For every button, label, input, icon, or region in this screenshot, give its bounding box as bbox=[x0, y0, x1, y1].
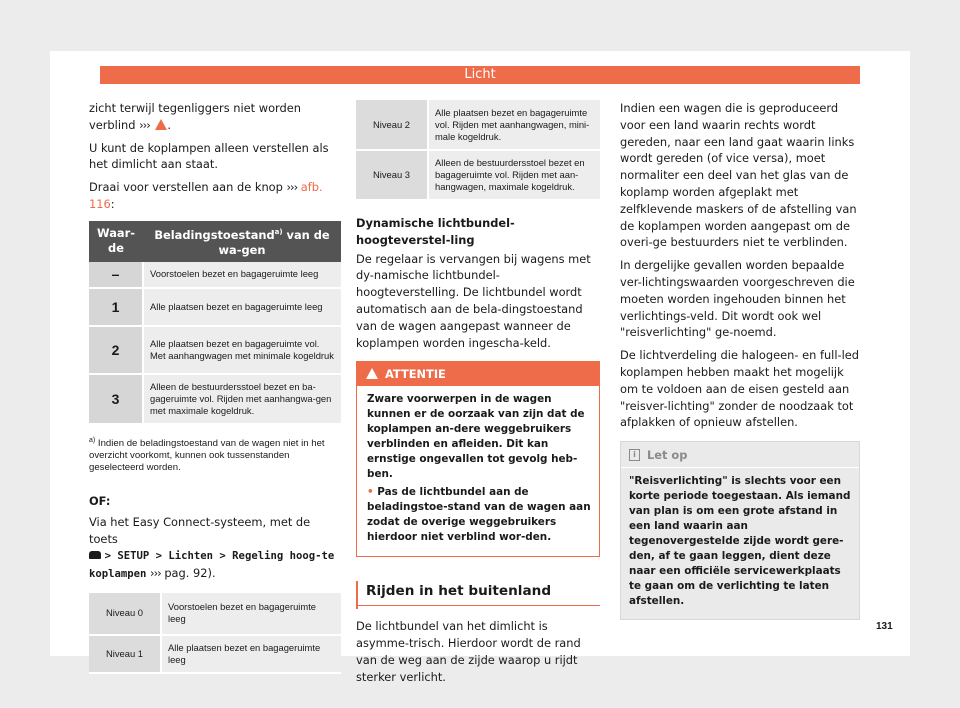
column-3 bbox=[620, 100, 860, 620]
attention-header: ATTENTIE bbox=[357, 362, 599, 386]
level-table bbox=[89, 593, 341, 674]
table-row: Niveau 0 Voorstoelen bezet en bagageruimte leeg bbox=[89, 593, 341, 635]
paragraph: Draai voor verstellen aan de knop ››› afb. 116: bbox=[89, 180, 323, 211]
chapter-header: Licht bbox=[100, 66, 860, 84]
info-icon: i bbox=[629, 449, 640, 461]
level-table bbox=[356, 100, 600, 201]
or-heading: OF: bbox=[89, 493, 111, 508]
table-row: 3 Alleen de bestuurdersstoel bezet en ba-gageruimte vol. Rijden met aanhangwa-gen met maximale kogeldruk. bbox=[89, 374, 341, 424]
car-icon bbox=[89, 551, 101, 559]
paragraph: Indien een wagen die is geproduceerd voor een land waarin rechts wordt gereden, naar een land gaat waarin links wordt gereden (of vice versa), moet normaliter een deel van het glas van de koplamp worden afgeplakt met zelfklevende maskers of de afstelling van de koplampen worden aangepast om de overi-ge bestuurders niet te verblinden. bbox=[620, 101, 857, 250]
footnote: $^{a)}$ Indien de beladingstoestand van de wagen niet in het overzicht voorkomt, kunnen ook tussenstanden geselecteerd worden. bbox=[89, 436, 325, 473]
attention-box bbox=[356, 361, 600, 557]
table-row: Niveau 2 Alle plaatsen bezet en bagageruimte vol. Rijden met aanhangwagen, mini-male kogeldruk. bbox=[356, 100, 600, 150]
page-number: 131 bbox=[876, 621, 893, 632]
paragraph: De lichtverdeling die halogeen- en full-led koplampen hebben maakt het mogelijk om te voldoen aan de eisen gesteld aan "reisver-lichting" zonder de noodzaak tot afplakken of opnieuw afstellen. bbox=[620, 348, 860, 430]
table-row: Niveau 3 Alleen de bestuurdersstoel bezet en bagageruimte vol. Rijden met aan-hangwagen, maximale kogeldruk. bbox=[356, 150, 600, 200]
paragraph: U kunt de koplampen alleen verstellen als het dimlicht aan staat. bbox=[89, 140, 329, 172]
paragraph: De regelaar is vervangen bij wagens met dy-namische lichtbundel-hoogteverstelling. De lichtbundel wordt automatisch aan de bela-dingstoestand van de wagen aangepast wanneer de koplampen worden ingescha-keld. bbox=[356, 251, 591, 350]
table-header-load: Beladingstoestand$^{a)}$ van de wa-gen bbox=[143, 221, 341, 262]
figure-link[interactable]: afb. 116 bbox=[89, 180, 323, 211]
warning-icon bbox=[155, 119, 167, 130]
warning-icon bbox=[366, 368, 378, 379]
column-1 bbox=[89, 100, 341, 674]
table-row: – Voorstoelen bezet en bagageruimte leeg bbox=[89, 262, 341, 288]
paragraph: Via het Easy Connect-systeem, met de toets > SETUP > Lichten > Regeling hoog-te koplampen ››› pag. 92). bbox=[89, 514, 335, 581]
attention-body: Zware voorwerpen in de wagen kunnen er de oorzaak van zijn dat de koplampen an-dere weggebruikers verblinden en afleiden. Dit kan ernstige ongevallen tot gevolg heb-ben. • Pas de lichtbundel aan de beladingstoe-stand van de wagen aan zodat de overige weggebruikers hierdoor niet verblind wor-den. bbox=[367, 393, 591, 544]
note-box bbox=[620, 441, 860, 620]
table-row: 1 Alle plaatsen bezet en bagageruimte leeg bbox=[89, 288, 341, 326]
load-level-table bbox=[89, 221, 341, 425]
table-row: Niveau 1 Alle plaatsen bezet en bagageruimte leeg bbox=[89, 635, 341, 673]
table-header-level: Waar-de bbox=[89, 221, 143, 262]
column-2 bbox=[356, 100, 600, 692]
section-title: Dynamische lichtbundel-hoogteverstel-ling bbox=[356, 216, 515, 247]
paragraph: In dergelijke gevallen worden bepaalde ver-lichtingswaarden voorgeschreven die moeten worden ingehouden binnen het verlichtings-veld. Dit wordt ook wel "reisverlichting" ge-noemd. bbox=[620, 258, 855, 340]
note-header: i Let op bbox=[621, 442, 859, 468]
table-row: 2 Alle plaatsen bezet en bagageruimte vol. Met aanhangwagen met minimale kogeldruk bbox=[89, 326, 341, 374]
paragraph: De lichtbundel van het dimlicht is asymme-trisch. Hierdoor wordt de rand van de weg aan de zijde waarop u rijdt sterker verlicht. bbox=[356, 619, 581, 684]
paragraph: zicht terwijl tegenliggers niet worden verblind ››› . bbox=[89, 101, 301, 132]
section-heading: Rijden in het buitenland bbox=[356, 579, 600, 606]
bullet-icon: • bbox=[367, 486, 374, 499]
note-body: "Reisverlichting" is slechts voor een korte periode toegestaan. Als iemand van plan is om een grote afstand in een land waarin aan tegenovergestelde zijde wordt gere-den, af te gaan leggen, dient deze naar een officiële servicewerkplaats te gaan om de verlichting te laten afstellen. bbox=[629, 475, 851, 608]
